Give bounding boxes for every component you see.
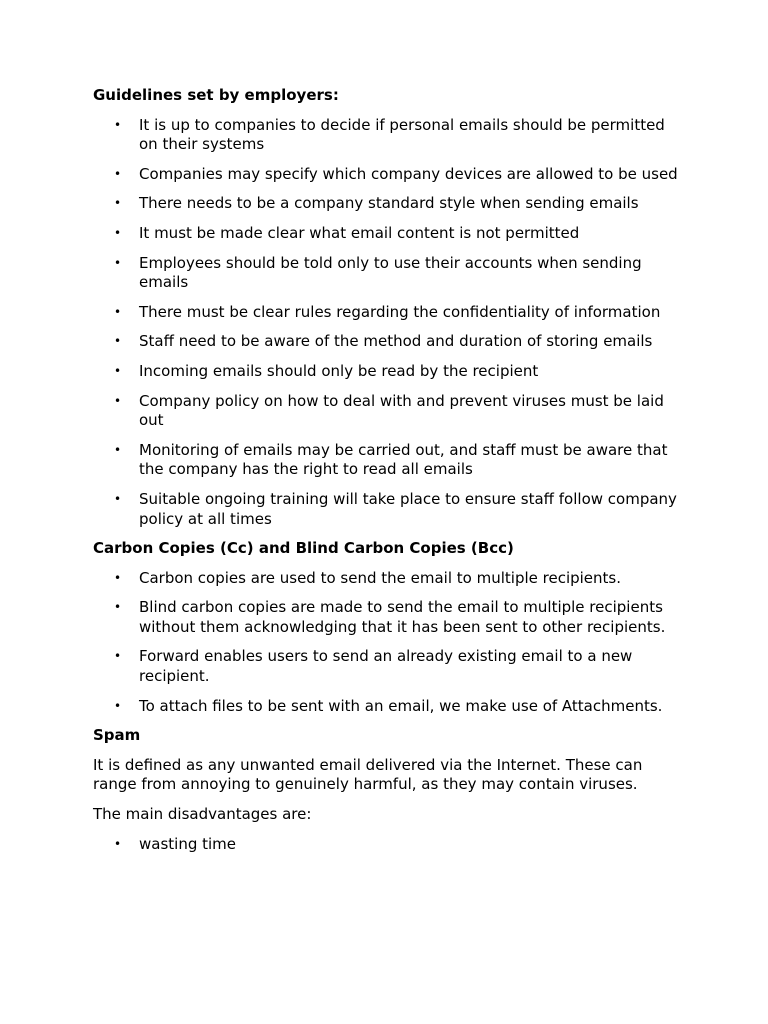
employer-guidelines-list bbox=[93, 116, 683, 530]
list-item-text: Forward enables users to send an already existing email to a new recipient. bbox=[139, 647, 633, 686]
bullet-icon: • bbox=[114, 166, 122, 181]
list-item-text: Employees should be told only to use their accounts when sending emails bbox=[139, 253, 642, 292]
bullet-icon: • bbox=[114, 363, 122, 378]
document-page bbox=[93, 86, 683, 864]
list-item bbox=[93, 194, 683, 214]
list-item bbox=[93, 835, 683, 855]
list-item bbox=[93, 303, 683, 323]
list-item bbox=[93, 116, 683, 155]
list-item-text: It is up to companies to decide if personal emails should be permitted on their systems bbox=[139, 115, 665, 154]
bullet-icon: • bbox=[114, 255, 122, 270]
list-item bbox=[93, 224, 683, 244]
spam-disadvantages-list bbox=[93, 835, 683, 855]
list-item bbox=[93, 332, 683, 352]
list-item-text: wasting time bbox=[139, 834, 237, 853]
list-item-text: Staff need to be aware of the method and duration of storing emails bbox=[139, 332, 653, 351]
list-item-text: Companies may specify which company devices are allowed to be used bbox=[139, 164, 678, 183]
list-item bbox=[93, 490, 683, 529]
bullet-icon: • bbox=[114, 304, 122, 319]
list-item-text: Monitoring of emails may be carried out, and staff must be aware that the company has the right to read all emails bbox=[139, 440, 668, 479]
list-item-text: Incoming emails should only be read by the recipient bbox=[139, 361, 539, 380]
list-item-text: There needs to be a company standard style when sending emails bbox=[139, 194, 639, 213]
section-heading-spam: Spam bbox=[93, 726, 141, 745]
bullet-icon: • bbox=[114, 600, 122, 615]
spam-definition-paragraph: It is defined as any unwanted email delivered via the Internet. These can range from annoying to genuinely harmful, as they may contain viruses. bbox=[93, 755, 643, 794]
bullet-icon: • bbox=[114, 570, 122, 585]
bullet-icon: • bbox=[114, 196, 122, 211]
list-item bbox=[93, 362, 683, 382]
bullet-icon: • bbox=[114, 649, 122, 664]
list-item-text: Carbon copies are used to send the email to multiple recipients. bbox=[139, 568, 621, 587]
bullet-icon: • bbox=[114, 442, 122, 457]
list-item bbox=[93, 569, 683, 589]
bullet-icon: • bbox=[114, 334, 122, 349]
section-heading-cc-bcc: Carbon Copies (Cc) and Blind Carbon Copies (Bcc) bbox=[93, 539, 514, 558]
list-item-text: Suitable ongoing training will take place to ensure staff follow company policy at all times bbox=[139, 489, 677, 528]
bullet-icon: • bbox=[114, 225, 122, 240]
list-item bbox=[93, 392, 683, 431]
list-item bbox=[93, 697, 683, 717]
bullet-icon: • bbox=[114, 698, 122, 713]
list-item bbox=[93, 647, 683, 686]
bullet-icon: • bbox=[114, 393, 122, 408]
disadvantages-intro: The main disadvantages are: bbox=[93, 805, 312, 824]
list-item-text: Blind carbon copies are made to send the email to multiple recipients without them acknowledging that it has been sent to other recipients. bbox=[139, 598, 666, 636]
bullet-icon: • bbox=[114, 836, 122, 851]
list-item-text: There must be clear rules regarding the confidentiality of information bbox=[139, 302, 661, 321]
bullet-icon: • bbox=[114, 491, 122, 506]
list-item bbox=[93, 254, 683, 293]
bullet-icon: • bbox=[114, 117, 122, 132]
list-item-text: It must be made clear what email content is not permitted bbox=[139, 223, 580, 242]
list-item-text: To attach files to be sent with an email, we make use of Attachments. bbox=[139, 696, 663, 715]
cc-bcc-list bbox=[93, 569, 683, 717]
list-item bbox=[93, 598, 683, 637]
list-item bbox=[93, 441, 683, 480]
section-heading-employers: Guidelines set by employers: bbox=[93, 86, 339, 104]
list-item bbox=[93, 165, 683, 185]
list-item-text: Company policy on how to deal with and prevent viruses must be laid out bbox=[139, 391, 664, 430]
